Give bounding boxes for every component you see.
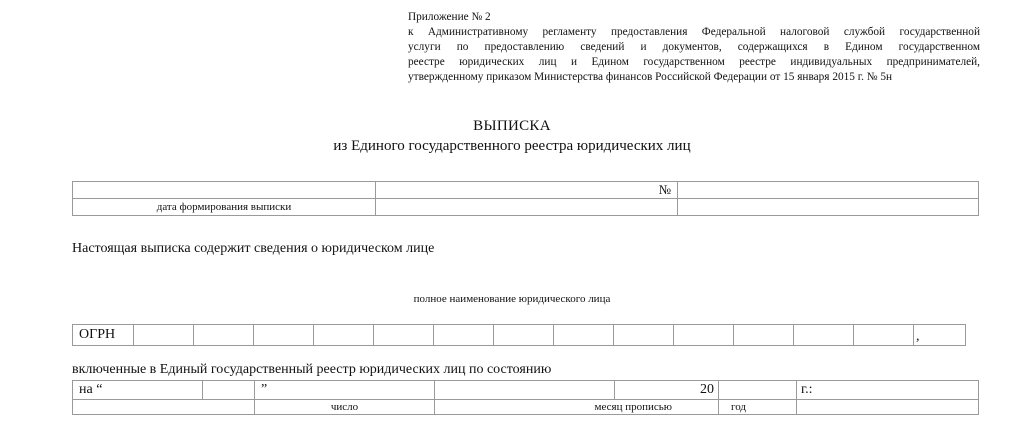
ogrn-digit-cell[interactable] (674, 325, 734, 346)
included-text: включенные в Единый государственный реестр юридических лиц по состоянию (72, 362, 552, 377)
date-field[interactable] (73, 182, 376, 199)
appendix-line-3: реестре юридических лиц и Едином государственном реестре индивидуальных предпринимателей, (408, 56, 980, 68)
state-date-table (72, 380, 979, 415)
ogrn-digit-cell[interactable] (554, 325, 614, 346)
appendix-line-2: услуги по предоставлению сведений и документов, содержащихся в Едином государственном (408, 41, 980, 53)
year-prefix: 20 (615, 381, 719, 400)
day-closing-quote (255, 381, 435, 400)
ogrn-digit-cell[interactable] (254, 325, 314, 346)
document-title: ВЫПИСКА (473, 118, 551, 134)
ogrn-digit-cell[interactable] (434, 325, 494, 346)
empty-cell (73, 400, 255, 415)
appendix-block (408, 10, 980, 85)
intro-text: Настоящая выписка содержит сведения о юридическом лице (72, 241, 435, 256)
date-prefix: на “ (73, 381, 203, 400)
number-field[interactable] (678, 182, 979, 199)
year-field[interactable] (719, 381, 797, 400)
ogrn-digit-cell[interactable] (494, 325, 554, 346)
ogrn-digit-cell[interactable] (614, 325, 674, 346)
ogrn-table (72, 324, 966, 346)
month-field[interactable] (435, 381, 615, 400)
document-subtitle: из Единого государственного реестра юридических лиц (333, 138, 691, 154)
month-caption: месяц прописью (435, 400, 719, 415)
day-caption: число (255, 400, 435, 415)
number-sign: № (376, 182, 678, 199)
ogrn-digit-cell[interactable] (314, 325, 374, 346)
closing-quote: ” (261, 382, 268, 397)
ogrn-digit-cell[interactable] (134, 325, 194, 346)
ogrn-digit-cell[interactable] (794, 325, 854, 346)
extract-number-date-table (72, 181, 979, 216)
day-field[interactable] (203, 381, 255, 400)
ogrn-digit-cell[interactable] (734, 325, 794, 346)
appendix-title: Приложение № 2 (408, 11, 491, 23)
ogrn-digit-cell[interactable] (854, 325, 914, 346)
ogrn-digit-cell[interactable] (194, 325, 254, 346)
ogrn-digit-cell[interactable] (374, 325, 434, 346)
year-caption: год (719, 400, 797, 415)
date-caption: дата формирования выписки (73, 199, 376, 216)
ogrn-label: ОГРН (73, 325, 134, 346)
empty-cell (678, 199, 979, 216)
appendix-line-1: к Административному регламенту предоставления Федеральной налоговой службой государственной (408, 26, 980, 38)
empty-cell (376, 199, 678, 216)
ogrn-comma: , (914, 325, 966, 346)
full-name-caption: полное наименование юридического лица (413, 293, 611, 305)
appendix-line-4: утвержденному приказом Министерства финансов Российской Федерации от 15 января 2015 г. № 5н (408, 71, 893, 83)
year-suffix: г.: (797, 381, 979, 400)
empty-cell (797, 400, 979, 415)
